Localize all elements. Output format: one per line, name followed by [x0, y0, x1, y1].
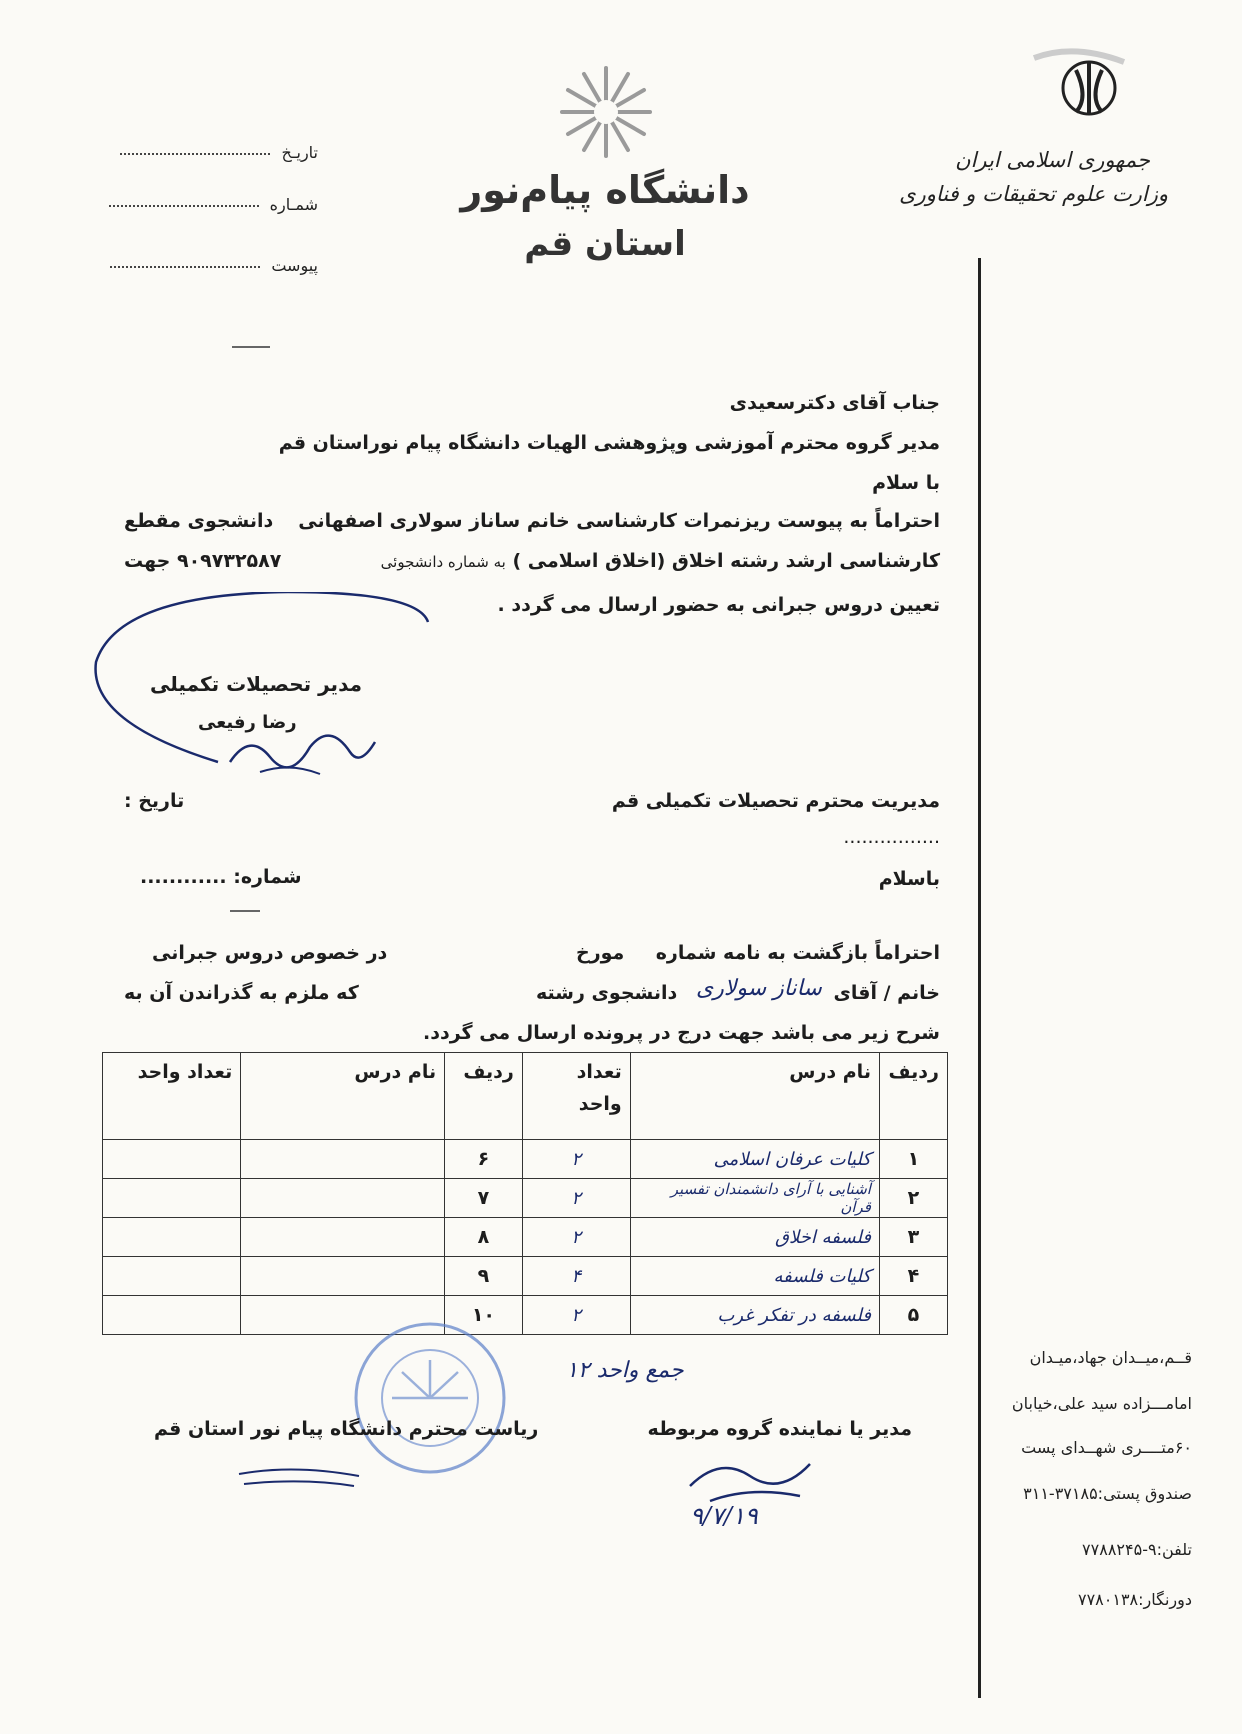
header-attachment-field — [78, 256, 318, 275]
row-course-name: فلسفه اخلاق — [630, 1218, 879, 1257]
header-date-label: تاریـخ — [281, 143, 318, 162]
phone-number: تلفن:۹-۷۷۸۸۲۴۵ — [1082, 1540, 1192, 1559]
row-radif-2: ۸ — [445, 1218, 523, 1257]
small-dash — [232, 346, 270, 348]
row-course-name: فلسفه در تفکر غرب — [630, 1296, 879, 1335]
letter2-body1a: احتراماً بازگشت به نامه شماره — [655, 942, 940, 964]
letter2-greeting: باسلام — [878, 868, 940, 890]
letter1-body2 — [381, 550, 940, 572]
col-radif-2: ردیف — [445, 1053, 523, 1140]
row-radif: ۵ — [879, 1296, 947, 1335]
row-radif-2: ۷ — [445, 1179, 523, 1218]
col-radif-1: ردیف — [879, 1053, 947, 1140]
letter1-signer-title: مدیر تحصیلات تکمیلی — [150, 672, 363, 696]
header-attachment-dots — [110, 266, 260, 268]
letter2-body1b: مورخ — [576, 942, 625, 964]
group-rep-label: مدیر یا نماینده گروه مربوطه — [647, 1418, 912, 1440]
row-radif-2: ۹ — [445, 1257, 523, 1296]
letter1-body2-small: به شماره دانشجوئی — [380, 553, 506, 571]
row-units: ۲ — [522, 1296, 630, 1335]
col-name-1: نام درس — [630, 1053, 879, 1140]
letter1-recipient: جناب آقای دکترسعیدی — [729, 392, 940, 414]
row-units: ۲ — [522, 1179, 630, 1218]
col-count-1 — [522, 1053, 630, 1140]
letter2-recipient: مدیریت محترم تحصیلات تکمیلی قم — [611, 790, 940, 812]
letter2-date-label: تاریخ : — [124, 790, 185, 812]
row-radif-2: ۶ — [445, 1140, 523, 1179]
header-number-dots — [109, 205, 259, 207]
row-units-2 — [103, 1257, 241, 1296]
ministry-line1: جمهوری اسلامی ایران — [955, 148, 1150, 172]
letter1-signer-name: رضا رفیعی — [198, 712, 297, 733]
table-row — [103, 1140, 948, 1179]
row-units-2 — [103, 1179, 241, 1218]
table-row — [103, 1218, 948, 1257]
payame-noor-logo-icon — [546, 62, 666, 162]
row-course-name: آشنایی با آرای دانشمندان تفسیر قرآن — [630, 1179, 879, 1218]
table-row — [103, 1257, 948, 1296]
letter2-body3: شرح زیر می باشد جهت درج در پرونده ارسال می گردد. — [423, 1022, 940, 1044]
row-units-2 — [103, 1140, 241, 1179]
small-dash-2 — [230, 910, 260, 912]
letter2-body2a: خانم / آقای — [833, 982, 940, 1004]
col-name-2: نام درس — [241, 1053, 445, 1140]
letter1-recipient-title: مدیر گروه محترم آموزشی وپژوهشی الهیات دانشگاه پیام نوراستان قم — [278, 432, 940, 454]
table-row — [103, 1296, 948, 1335]
row-course-name: کلیات عرفان اسلامی — [630, 1140, 879, 1179]
row-radif: ۴ — [879, 1257, 947, 1296]
letter1-body3: تعیین دروس جبرانی به حضور ارسال می گردد . — [497, 594, 940, 616]
margin-divider — [978, 258, 981, 1698]
letter2-body2c: که ملزم به گذراندن آن به — [124, 982, 359, 1004]
row-units: ۲ — [522, 1218, 630, 1257]
sign-date-handwritten: ۹/۷/۱۹ — [690, 1502, 758, 1530]
letter1-body2-text: کارشناسی ارشد رشته اخلاق (اخلاق اسلامی ) — [512, 550, 940, 572]
table-row — [103, 1179, 948, 1218]
col-count-1-line1: تعداد — [576, 1061, 622, 1083]
header-date-dots — [120, 153, 270, 155]
fax-number: دورنگار:۷۷۸۰۱۳۸ — [1077, 1590, 1192, 1609]
letter1-body1: احتراماً به پیوست ریزنمرات کارشناسی خانم ساناز سولاری اصفهانی — [298, 510, 940, 532]
row-radif-2: ۱۰ — [445, 1296, 523, 1335]
province-name: استان قم — [524, 224, 686, 264]
row-units: ۴ — [522, 1257, 630, 1296]
row-units-2 — [103, 1296, 241, 1335]
row-course-name: کلیات فلسفه — [630, 1257, 879, 1296]
letter1-body1-end: دانشجوی مقطع — [124, 510, 274, 532]
row-units: ۲ — [522, 1140, 630, 1179]
row-course-name-2 — [241, 1218, 445, 1257]
total-units-handwritten: جمع واحد ۱۲ — [566, 1358, 684, 1383]
compensatory-courses-table — [102, 1052, 948, 1335]
presidency-label: ریاست محترم دانشگاه پیام نور استان قم — [154, 1418, 539, 1440]
header-number-label: شمـاره — [269, 195, 318, 214]
postal-box: صندوق پستی:۳۷۱۸۵-۳۱۱ — [1023, 1484, 1192, 1503]
letter1-signature — [220, 712, 380, 782]
student-name-handwritten: ساناز سولاری — [696, 976, 822, 1001]
address-line1: قــم،میــدان جهاد،میـدان — [1029, 1348, 1192, 1367]
row-radif: ۱ — [879, 1140, 947, 1179]
row-radif: ۳ — [879, 1218, 947, 1257]
row-course-name-2 — [241, 1257, 445, 1296]
letter2-body2b: دانشجوی رشته — [536, 982, 678, 1004]
university-name: دانشگاه پیام‌نور — [460, 168, 750, 212]
row-course-name-2 — [241, 1179, 445, 1218]
letter2-body1c: در خصوص دروس جبرانی — [152, 942, 388, 964]
ministry-line2: وزارت علوم تحقیقات و فناوری — [899, 182, 1168, 206]
header-attachment-label: پیوست — [271, 256, 318, 275]
row-course-name-2 — [241, 1140, 445, 1179]
table-header-row — [103, 1053, 948, 1140]
header-date-field — [78, 143, 318, 162]
row-units-2 — [103, 1218, 241, 1257]
row-radif: ۲ — [879, 1179, 947, 1218]
letter1-greeting: با سلام — [872, 472, 940, 494]
col-count-2: تعداد واحد — [103, 1053, 241, 1140]
header-number-field — [78, 195, 318, 214]
student-number: ۹۰۹۷۳۲۵۸۷ جهت — [124, 550, 282, 572]
col-count-1-line2: واحد — [578, 1093, 622, 1115]
address-line2: امامـــزاده سید علی،خیابان — [1011, 1394, 1192, 1413]
letter2-number-label: شماره: ............ — [140, 866, 302, 888]
presidency-signature — [234, 1454, 364, 1494]
address-line3: ۶۰متــــری شهــدای پست — [1021, 1438, 1192, 1457]
letter2-recipient-dots: ................ — [843, 826, 940, 848]
